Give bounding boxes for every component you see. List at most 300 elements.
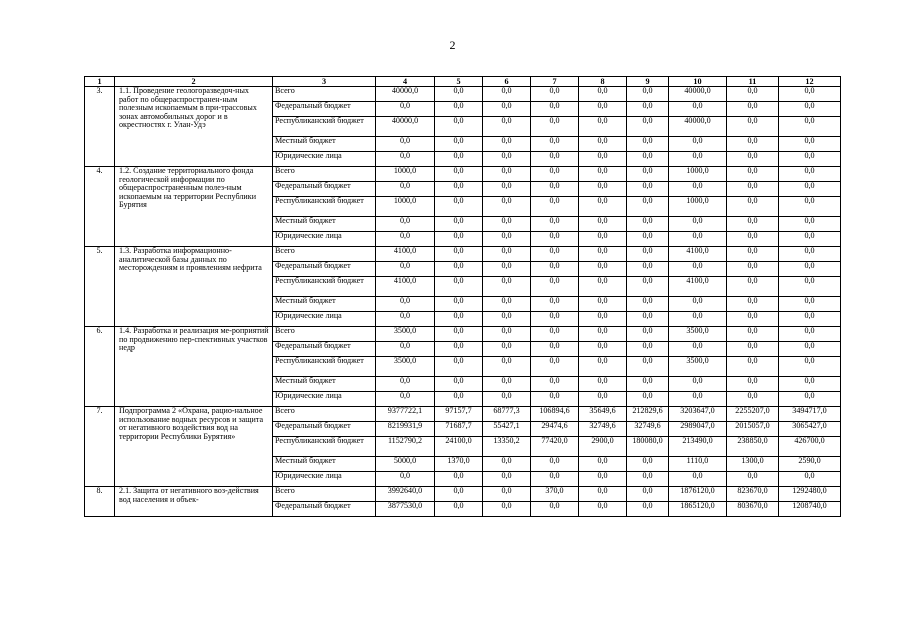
amount-cell: 0,0 bbox=[627, 232, 669, 247]
amount-cell: 0,0 bbox=[435, 342, 483, 357]
amount-cell: 0,0 bbox=[483, 342, 531, 357]
table-row bbox=[85, 87, 841, 102]
amount-cell: 1300,0 bbox=[727, 457, 779, 472]
amount-cell: 0,0 bbox=[435, 357, 483, 377]
amount-cell: 0,0 bbox=[579, 457, 627, 472]
amount-cell: 0,0 bbox=[779, 182, 841, 197]
funding-source-cell: Юридические лица bbox=[273, 472, 376, 487]
amount-cell: 3500,0 bbox=[669, 357, 727, 377]
amount-cell: 0,0 bbox=[483, 167, 531, 182]
amount-cell: 0,0 bbox=[669, 377, 727, 392]
amount-cell: 0,0 bbox=[627, 327, 669, 342]
amount-cell: 0,0 bbox=[727, 342, 779, 357]
amount-cell: 0,0 bbox=[627, 487, 669, 502]
amount-cell: 0,0 bbox=[627, 502, 669, 517]
amount-cell: 3494717,0 bbox=[779, 407, 841, 422]
amount-cell: 0,0 bbox=[669, 392, 727, 407]
amount-cell: 0,0 bbox=[483, 102, 531, 117]
header-row bbox=[85, 77, 841, 87]
amount-cell: 0,0 bbox=[531, 277, 579, 297]
amount-cell: 0,0 bbox=[531, 87, 579, 102]
amount-cell: 0,0 bbox=[483, 392, 531, 407]
amount-cell: 0,0 bbox=[727, 167, 779, 182]
amount-cell: 180080,0 bbox=[627, 437, 669, 457]
amount-cell: 1208740,0 bbox=[779, 502, 841, 517]
amount-cell: 0,0 bbox=[779, 247, 841, 262]
page-number: 2 bbox=[449, 38, 456, 52]
amount-cell: 0,0 bbox=[376, 137, 435, 152]
amount-cell: 0,0 bbox=[483, 137, 531, 152]
funding-source-cell: Юридические лица bbox=[273, 392, 376, 407]
column-header: 6 bbox=[483, 77, 531, 87]
amount-cell: 0,0 bbox=[627, 312, 669, 327]
row-index-cell: 6. bbox=[85, 327, 115, 407]
amount-cell: 0,0 bbox=[779, 377, 841, 392]
amount-cell: 0,0 bbox=[483, 117, 531, 137]
amount-cell: 0,0 bbox=[627, 197, 669, 217]
amount-cell: 0,0 bbox=[435, 487, 483, 502]
amount-cell: 0,0 bbox=[531, 167, 579, 182]
amount-cell: 0,0 bbox=[779, 327, 841, 342]
amount-cell: 0,0 bbox=[669, 102, 727, 117]
amount-cell: 40000,0 bbox=[376, 87, 435, 102]
amount-cell: 0,0 bbox=[531, 197, 579, 217]
amount-cell: 0,0 bbox=[779, 297, 841, 312]
column-header: 8 bbox=[579, 77, 627, 87]
amount-cell: 0,0 bbox=[727, 117, 779, 137]
amount-cell: 0,0 bbox=[435, 247, 483, 262]
amount-cell: 0,0 bbox=[627, 102, 669, 117]
amount-cell: 0,0 bbox=[435, 327, 483, 342]
amount-cell: 0,0 bbox=[376, 152, 435, 167]
funding-source-cell: Республиканский бюджет bbox=[273, 277, 376, 297]
funding-source-cell: Федеральный бюджет bbox=[273, 422, 376, 437]
amount-cell: 0,0 bbox=[435, 262, 483, 277]
amount-cell: 0,0 bbox=[531, 312, 579, 327]
amount-cell: 0,0 bbox=[376, 472, 435, 487]
amount-cell: 0,0 bbox=[483, 487, 531, 502]
amount-cell: 0,0 bbox=[627, 137, 669, 152]
amount-cell: 0,0 bbox=[627, 217, 669, 232]
amount-cell: 3065427,0 bbox=[779, 422, 841, 437]
amount-cell: 0,0 bbox=[483, 247, 531, 262]
amount-cell: 0,0 bbox=[376, 182, 435, 197]
table-body bbox=[85, 87, 841, 517]
activity-name-cell: 2.1. Защита от негативного воз-действия вод населения и объек- bbox=[115, 487, 273, 517]
funding-source-cell: Федеральный бюджет bbox=[273, 182, 376, 197]
amount-cell: 0,0 bbox=[376, 377, 435, 392]
amount-cell: 0,0 bbox=[727, 217, 779, 232]
amount-cell: 0,0 bbox=[435, 392, 483, 407]
amount-cell: 0,0 bbox=[779, 87, 841, 102]
amount-cell: 0,0 bbox=[669, 182, 727, 197]
amount-cell: 0,0 bbox=[627, 377, 669, 392]
amount-cell: 0,0 bbox=[669, 297, 727, 312]
amount-cell: 0,0 bbox=[727, 312, 779, 327]
column-header: 1 bbox=[85, 77, 115, 87]
amount-cell: 0,0 bbox=[627, 457, 669, 472]
amount-cell: 0,0 bbox=[376, 342, 435, 357]
amount-cell: 213490,0 bbox=[669, 437, 727, 457]
amount-cell: 0,0 bbox=[483, 262, 531, 277]
amount-cell: 0,0 bbox=[669, 312, 727, 327]
amount-cell: 8219931,9 bbox=[376, 422, 435, 437]
amount-cell: 0,0 bbox=[376, 232, 435, 247]
funding-source-cell: Федеральный бюджет bbox=[273, 502, 376, 517]
amount-cell: 0,0 bbox=[779, 262, 841, 277]
column-header: 12 bbox=[779, 77, 841, 87]
amount-cell: 0,0 bbox=[627, 472, 669, 487]
amount-cell: 0,0 bbox=[779, 102, 841, 117]
amount-cell: 2989047,0 bbox=[669, 422, 727, 437]
amount-cell: 0,0 bbox=[435, 137, 483, 152]
amount-cell: 0,0 bbox=[727, 277, 779, 297]
amount-cell: 0,0 bbox=[435, 312, 483, 327]
amount-cell: 0,0 bbox=[579, 342, 627, 357]
amount-cell: 0,0 bbox=[435, 377, 483, 392]
funding-source-cell: Республиканский бюджет bbox=[273, 357, 376, 377]
amount-cell: 0,0 bbox=[531, 357, 579, 377]
amount-cell: 77420,0 bbox=[531, 437, 579, 457]
funding-source-cell: Местный бюджет bbox=[273, 457, 376, 472]
table-row bbox=[85, 247, 841, 262]
funding-source-cell: Юридические лица bbox=[273, 312, 376, 327]
amount-cell: 0,0 bbox=[627, 152, 669, 167]
amount-cell: 0,0 bbox=[531, 457, 579, 472]
amount-cell: 0,0 bbox=[579, 377, 627, 392]
funding-source-cell: Федеральный бюджет bbox=[273, 262, 376, 277]
amount-cell: 0,0 bbox=[779, 392, 841, 407]
amount-cell: 0,0 bbox=[579, 167, 627, 182]
amount-cell: 0,0 bbox=[579, 247, 627, 262]
amount-cell: 2015057,0 bbox=[727, 422, 779, 437]
amount-cell: 0,0 bbox=[435, 472, 483, 487]
amount-cell: 0,0 bbox=[531, 502, 579, 517]
amount-cell: 0,0 bbox=[627, 117, 669, 137]
amount-cell: 0,0 bbox=[435, 502, 483, 517]
amount-cell: 0,0 bbox=[531, 262, 579, 277]
amount-cell: 0,0 bbox=[435, 167, 483, 182]
amount-cell: 1110,0 bbox=[669, 457, 727, 472]
amount-cell: 212829,6 bbox=[627, 407, 669, 422]
amount-cell: 0,0 bbox=[483, 197, 531, 217]
amount-cell: 0,0 bbox=[579, 87, 627, 102]
amount-cell: 370,0 bbox=[531, 487, 579, 502]
amount-cell: 0,0 bbox=[669, 232, 727, 247]
funding-source-cell: Республиканский бюджет bbox=[273, 117, 376, 137]
amount-cell: 0,0 bbox=[483, 377, 531, 392]
funding-source-cell: Республиканский бюджет bbox=[273, 437, 376, 457]
amount-cell: 1876120,0 bbox=[669, 487, 727, 502]
amount-cell: 0,0 bbox=[627, 182, 669, 197]
amount-cell: 0,0 bbox=[727, 472, 779, 487]
amount-cell: 0,0 bbox=[727, 152, 779, 167]
amount-cell: 1292480,0 bbox=[779, 487, 841, 502]
column-header: 5 bbox=[435, 77, 483, 87]
amount-cell: 0,0 bbox=[531, 182, 579, 197]
amount-cell: 40000,0 bbox=[669, 87, 727, 102]
column-header: 3 bbox=[273, 77, 376, 87]
funding-source-cell: Федеральный бюджет bbox=[273, 102, 376, 117]
funding-source-cell: Федеральный бюджет bbox=[273, 342, 376, 357]
funding-source-cell: Всего bbox=[273, 407, 376, 422]
table-row bbox=[85, 167, 841, 182]
amount-cell: 0,0 bbox=[483, 472, 531, 487]
amount-cell: 0,0 bbox=[669, 342, 727, 357]
activity-name-cell: 1.3. Разработка информационно-аналитической базы данных по месторождениям и проявлениям нефрита bbox=[115, 247, 273, 327]
amount-cell: 3992640,0 bbox=[376, 487, 435, 502]
amount-cell: 4100,0 bbox=[376, 247, 435, 262]
amount-cell: 823670,0 bbox=[727, 487, 779, 502]
amount-cell: 0,0 bbox=[579, 152, 627, 167]
amount-cell: 0,0 bbox=[376, 102, 435, 117]
amount-cell: 0,0 bbox=[669, 137, 727, 152]
amount-cell: 0,0 bbox=[727, 262, 779, 277]
amount-cell: 1000,0 bbox=[669, 167, 727, 182]
amount-cell: 0,0 bbox=[779, 137, 841, 152]
amount-cell: 3877530,0 bbox=[376, 502, 435, 517]
amount-cell: 0,0 bbox=[779, 167, 841, 182]
amount-cell: 0,0 bbox=[779, 312, 841, 327]
funding-source-cell: Местный бюджет bbox=[273, 137, 376, 152]
amount-cell: 40000,0 bbox=[669, 117, 727, 137]
amount-cell: 0,0 bbox=[579, 357, 627, 377]
amount-cell: 24100,0 bbox=[435, 437, 483, 457]
amount-cell: 0,0 bbox=[627, 342, 669, 357]
funding-source-cell: Всего bbox=[273, 487, 376, 502]
amount-cell: 0,0 bbox=[435, 197, 483, 217]
row-index-cell: 3. bbox=[85, 87, 115, 167]
amount-cell: 0,0 bbox=[779, 197, 841, 217]
amount-cell: 35649,6 bbox=[579, 407, 627, 422]
amount-cell: 0,0 bbox=[483, 232, 531, 247]
funding-source-cell: Местный бюджет bbox=[273, 377, 376, 392]
amount-cell: 0,0 bbox=[779, 342, 841, 357]
amount-cell: 0,0 bbox=[727, 182, 779, 197]
amount-cell: 0,0 bbox=[483, 182, 531, 197]
amount-cell: 0,0 bbox=[727, 297, 779, 312]
amount-cell: 0,0 bbox=[579, 232, 627, 247]
amount-cell: 0,0 bbox=[627, 87, 669, 102]
amount-cell: 0,0 bbox=[627, 297, 669, 312]
amount-cell: 0,0 bbox=[531, 152, 579, 167]
amount-cell: 0,0 bbox=[435, 102, 483, 117]
amount-cell: 0,0 bbox=[669, 217, 727, 232]
activity-name-cell: 1.2. Создание территориального фонда геологической информации по общераспространенным полез-ным ископаемым на территории Республики Бурятия bbox=[115, 167, 273, 247]
amount-cell: 68777,3 bbox=[483, 407, 531, 422]
table-row bbox=[85, 327, 841, 342]
amount-cell: 0,0 bbox=[483, 457, 531, 472]
amount-cell: 0,0 bbox=[531, 377, 579, 392]
amount-cell: 0,0 bbox=[483, 277, 531, 297]
amount-cell: 1865120,0 bbox=[669, 502, 727, 517]
column-header: 2 bbox=[115, 77, 273, 87]
amount-cell: 0,0 bbox=[483, 297, 531, 312]
amount-cell: 0,0 bbox=[435, 297, 483, 312]
amount-cell: 29474,6 bbox=[531, 422, 579, 437]
amount-cell: 3203647,0 bbox=[669, 407, 727, 422]
amount-cell: 0,0 bbox=[727, 327, 779, 342]
amount-cell: 0,0 bbox=[579, 102, 627, 117]
amount-cell: 0,0 bbox=[669, 262, 727, 277]
amount-cell: 0,0 bbox=[579, 312, 627, 327]
amount-cell: 0,0 bbox=[579, 217, 627, 232]
amount-cell: 0,0 bbox=[727, 102, 779, 117]
amount-cell: 0,0 bbox=[727, 392, 779, 407]
amount-cell: 13350,2 bbox=[483, 437, 531, 457]
amount-cell: 0,0 bbox=[779, 152, 841, 167]
column-header: 10 bbox=[669, 77, 727, 87]
amount-cell: 0,0 bbox=[627, 167, 669, 182]
amount-cell: 0,0 bbox=[727, 197, 779, 217]
column-header: 4 bbox=[376, 77, 435, 87]
amount-cell: 71687,7 bbox=[435, 422, 483, 437]
amount-cell: 40000,0 bbox=[376, 117, 435, 137]
amount-cell: 0,0 bbox=[579, 197, 627, 217]
amount-cell: 3500,0 bbox=[669, 327, 727, 342]
amount-cell: 0,0 bbox=[435, 232, 483, 247]
amount-cell: 0,0 bbox=[483, 217, 531, 232]
amount-cell: 0,0 bbox=[579, 182, 627, 197]
amount-cell: 0,0 bbox=[483, 312, 531, 327]
amount-cell: 1000,0 bbox=[376, 197, 435, 217]
amount-cell: 0,0 bbox=[483, 152, 531, 167]
amount-cell: 3500,0 bbox=[376, 357, 435, 377]
amount-cell: 0,0 bbox=[531, 342, 579, 357]
amount-cell: 0,0 bbox=[579, 502, 627, 517]
amount-cell: 0,0 bbox=[483, 327, 531, 342]
amount-cell: 0,0 bbox=[579, 327, 627, 342]
amount-cell: 0,0 bbox=[435, 182, 483, 197]
amount-cell: 0,0 bbox=[779, 232, 841, 247]
amount-cell: 0,0 bbox=[531, 392, 579, 407]
amount-cell: 4100,0 bbox=[669, 277, 727, 297]
amount-cell: 0,0 bbox=[435, 152, 483, 167]
column-header: 7 bbox=[531, 77, 579, 87]
amount-cell: 803670,0 bbox=[727, 502, 779, 517]
amount-cell: 0,0 bbox=[531, 247, 579, 262]
row-index-cell: 8. bbox=[85, 487, 115, 517]
row-index-cell: 4. bbox=[85, 167, 115, 247]
amount-cell: 426700,0 bbox=[779, 437, 841, 457]
amount-cell: 1370,0 bbox=[435, 457, 483, 472]
amount-cell: 32749,6 bbox=[579, 422, 627, 437]
amount-cell: 0,0 bbox=[531, 232, 579, 247]
table-row bbox=[85, 407, 841, 422]
amount-cell: 1000,0 bbox=[376, 167, 435, 182]
amount-cell: 0,0 bbox=[579, 392, 627, 407]
amount-cell: 0,0 bbox=[579, 277, 627, 297]
amount-cell: 4100,0 bbox=[376, 277, 435, 297]
amount-cell: 238850,0 bbox=[727, 437, 779, 457]
funding-source-cell: Юридические лица bbox=[273, 152, 376, 167]
amount-cell: 0,0 bbox=[376, 392, 435, 407]
column-header: 11 bbox=[727, 77, 779, 87]
funding-source-cell: Местный бюджет bbox=[273, 297, 376, 312]
amount-cell: 0,0 bbox=[483, 357, 531, 377]
row-index-cell: 7. bbox=[85, 407, 115, 487]
amount-cell: 2590,0 bbox=[779, 457, 841, 472]
funding-source-cell: Всего bbox=[273, 87, 376, 102]
amount-cell: 0,0 bbox=[531, 472, 579, 487]
amount-cell: 0,0 bbox=[727, 137, 779, 152]
amount-cell: 0,0 bbox=[779, 472, 841, 487]
amount-cell: 3500,0 bbox=[376, 327, 435, 342]
amount-cell: 4100,0 bbox=[669, 247, 727, 262]
amount-cell: 0,0 bbox=[435, 87, 483, 102]
funding-source-cell: Всего bbox=[273, 247, 376, 262]
amount-cell: 0,0 bbox=[727, 232, 779, 247]
amount-cell: 0,0 bbox=[669, 472, 727, 487]
amount-cell: 2900,0 bbox=[579, 437, 627, 457]
amount-cell: 0,0 bbox=[531, 137, 579, 152]
budget-table bbox=[84, 76, 841, 517]
amount-cell: 0,0 bbox=[531, 217, 579, 232]
amount-cell: 1000,0 bbox=[669, 197, 727, 217]
amount-cell: 0,0 bbox=[435, 277, 483, 297]
amount-cell: 0,0 bbox=[579, 487, 627, 502]
activity-name-cell: 1.4. Разработка и реализация ме-роприятий по продвижению пер-спективных участков недр bbox=[115, 327, 273, 407]
amount-cell: 5000,0 bbox=[376, 457, 435, 472]
amount-cell: 0,0 bbox=[376, 217, 435, 232]
funding-source-cell: Всего bbox=[273, 167, 376, 182]
amount-cell: 0,0 bbox=[376, 262, 435, 277]
amount-cell: 0,0 bbox=[727, 247, 779, 262]
amount-cell: 0,0 bbox=[579, 472, 627, 487]
amount-cell: 0,0 bbox=[531, 327, 579, 342]
amount-cell: 0,0 bbox=[627, 277, 669, 297]
funding-source-cell: Местный бюджет bbox=[273, 217, 376, 232]
amount-cell: 0,0 bbox=[779, 277, 841, 297]
amount-cell: 0,0 bbox=[669, 152, 727, 167]
amount-cell: 0,0 bbox=[779, 117, 841, 137]
row-index-cell: 5. bbox=[85, 247, 115, 327]
amount-cell: 97157,7 bbox=[435, 407, 483, 422]
amount-cell: 0,0 bbox=[779, 357, 841, 377]
amount-cell: 106894,6 bbox=[531, 407, 579, 422]
amount-cell: 0,0 bbox=[579, 137, 627, 152]
amount-cell: 55427,1 bbox=[483, 422, 531, 437]
funding-source-cell: Всего bbox=[273, 327, 376, 342]
amount-cell: 0,0 bbox=[727, 357, 779, 377]
amount-cell: 0,0 bbox=[435, 117, 483, 137]
amount-cell: 0,0 bbox=[531, 117, 579, 137]
amount-cell: 0,0 bbox=[727, 87, 779, 102]
activity-name-cell: 1.1. Проведение геологоразведоч-ных работ по общераспространен-ным полезным ископаемым в при-трассовых зонах автомобильных дорог и в окрестностях г. Улан-Удэ bbox=[115, 87, 273, 167]
amount-cell: 0,0 bbox=[376, 312, 435, 327]
amount-cell: 0,0 bbox=[727, 377, 779, 392]
amount-cell: 0,0 bbox=[579, 297, 627, 312]
table-row bbox=[85, 487, 841, 502]
amount-cell: 0,0 bbox=[627, 247, 669, 262]
amount-cell: 0,0 bbox=[531, 102, 579, 117]
amount-cell: 0,0 bbox=[531, 297, 579, 312]
funding-source-cell: Юридические лица bbox=[273, 232, 376, 247]
column-header: 9 bbox=[627, 77, 669, 87]
amount-cell: 0,0 bbox=[483, 87, 531, 102]
amount-cell: 9377722,1 bbox=[376, 407, 435, 422]
funding-source-cell: Республиканский бюджет bbox=[273, 197, 376, 217]
amount-cell: 0,0 bbox=[579, 262, 627, 277]
amount-cell: 0,0 bbox=[376, 297, 435, 312]
amount-cell: 0,0 bbox=[627, 357, 669, 377]
amount-cell: 32749,6 bbox=[627, 422, 669, 437]
amount-cell: 0,0 bbox=[483, 502, 531, 517]
amount-cell: 0,0 bbox=[779, 217, 841, 232]
amount-cell: 1152790,2 bbox=[376, 437, 435, 457]
activity-name-cell: Подпрограмма 2 «Охрана, рацио-нальное использование водных ресурсов и защита от негативного воздействия вод на территории Республики Бурятия» bbox=[115, 407, 273, 487]
amount-cell: 0,0 bbox=[579, 117, 627, 137]
